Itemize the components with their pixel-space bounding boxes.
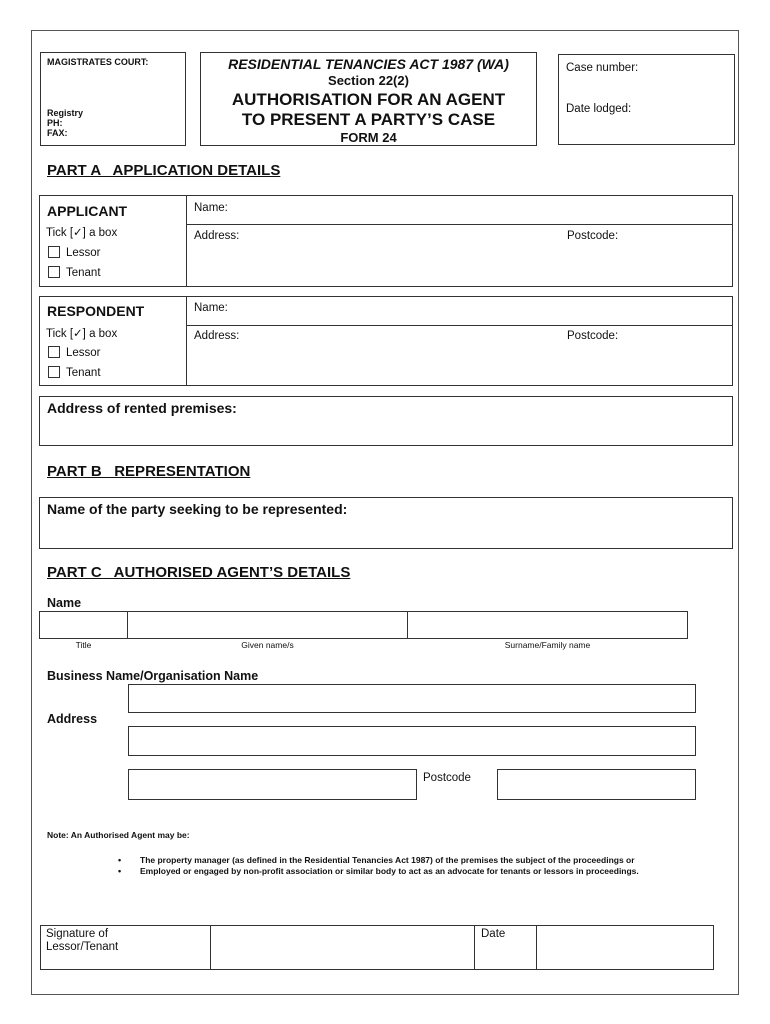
applicant-lessor-option[interactable]: Lessor: [48, 246, 101, 259]
respondent-lessor-option[interactable]: Lessor: [48, 346, 101, 359]
fax-label: FAX:: [47, 128, 68, 138]
applicant-tenant-checkbox[interactable]: [48, 266, 60, 278]
court-box: [40, 52, 186, 146]
agent-postcode-label: Postcode: [423, 772, 471, 784]
agent-name-label: Name: [47, 596, 82, 610]
title-sublabel: Title: [75, 640, 92, 650]
applicant-tenant-option[interactable]: Tenant: [48, 266, 101, 279]
form-page: [31, 30, 739, 995]
date-label: Date: [481, 928, 506, 940]
agent-surname-input[interactable]: [407, 611, 688, 639]
given-names-sublabel: Given name/s: [241, 640, 294, 650]
act-title: RESIDENTIAL TENANCIES ACT 1987 (WA): [228, 56, 509, 72]
respondent-name-field[interactable]: Name:: [194, 302, 228, 314]
respondent-tenant-option[interactable]: Tenant: [48, 366, 101, 379]
applicant-address-field[interactable]: Address:: [194, 230, 240, 242]
rented-premises-field[interactable]: [39, 396, 733, 446]
case-box: [558, 54, 735, 145]
agent-note-list: [118, 855, 708, 877]
part-a-heading: PART A APPLICATION DETAILS: [47, 162, 281, 179]
represented-party-label: Name of the party seeking to be represented:: [47, 501, 348, 517]
form-title-line-1: AUTHORISATION FOR AN AGENT: [231, 90, 506, 109]
respondent-tenant-checkbox[interactable]: [48, 366, 60, 378]
form-number: FORM 24: [340, 130, 397, 145]
agent-address-line-2-input[interactable]: [128, 769, 417, 800]
respondent-section: [39, 296, 733, 386]
business-name-input[interactable]: [128, 684, 696, 713]
signature-field[interactable]: [211, 926, 474, 969]
date-lodged-label: Date lodged:: [566, 103, 632, 115]
surname-sublabel: Surname/Family name: [504, 640, 591, 650]
applicant-postcode-field[interactable]: Postcode:: [567, 230, 619, 242]
part-b-heading: PART B REPRESENTATION: [47, 463, 251, 480]
respondent-lessor-checkbox[interactable]: [48, 346, 60, 358]
represented-party-field[interactable]: [39, 497, 733, 549]
respondent-address-field[interactable]: Address:: [194, 330, 240, 342]
signature-label: Signature of Lessor/Tenant: [46, 928, 119, 953]
part-c-heading: PART C AUTHORISED AGENT’S DETAILS: [47, 564, 351, 581]
court-label: MAGISTRATES COURT:: [47, 57, 149, 67]
ph-label: PH:: [47, 118, 63, 128]
signature-row: [40, 925, 714, 970]
applicant-section: [39, 195, 733, 287]
respondent-title: RESPONDENT: [47, 303, 145, 319]
agent-address-label: Address: [47, 712, 98, 726]
section-label: Section 22(2): [328, 73, 409, 88]
agent-note-intro: Note: An Authorised Agent may be:: [47, 830, 190, 840]
agent-address-input[interactable]: [128, 726, 696, 756]
rented-premises-label: Address of rented premises:: [47, 400, 237, 416]
title-box: [200, 52, 537, 146]
note-item-advocate: • Employed or engaged by non-profit association or similar body to act as an advocate for tenants or lessors in proceedings.: [118, 866, 708, 876]
agent-given-names-input[interactable]: [127, 611, 408, 639]
registry-label: Registry: [47, 108, 84, 118]
agent-postcode-input[interactable]: [497, 769, 696, 800]
applicant-tick-hint: Tick [✓] a box: [46, 227, 118, 239]
note-item-property-manager: • The property manager (as defined in the Residential Tenancies Act 1987) of the premises the subject of the proceedings or: [118, 855, 708, 865]
respondent-tick-hint: Tick [✓] a box: [46, 328, 118, 340]
respondent-postcode-field[interactable]: Postcode:: [567, 330, 619, 342]
case-number-label: Case number:: [566, 62, 639, 74]
applicant-name-field[interactable]: Name:: [194, 202, 228, 214]
business-name-label: Business Name/Organisation Name: [47, 669, 259, 683]
date-field[interactable]: [537, 926, 713, 969]
agent-title-input[interactable]: [39, 611, 128, 639]
applicant-title: APPLICANT: [47, 203, 128, 219]
form-title-line-2: TO PRESENT A PARTY’S CASE: [241, 110, 496, 129]
applicant-lessor-checkbox[interactable]: [48, 246, 60, 258]
